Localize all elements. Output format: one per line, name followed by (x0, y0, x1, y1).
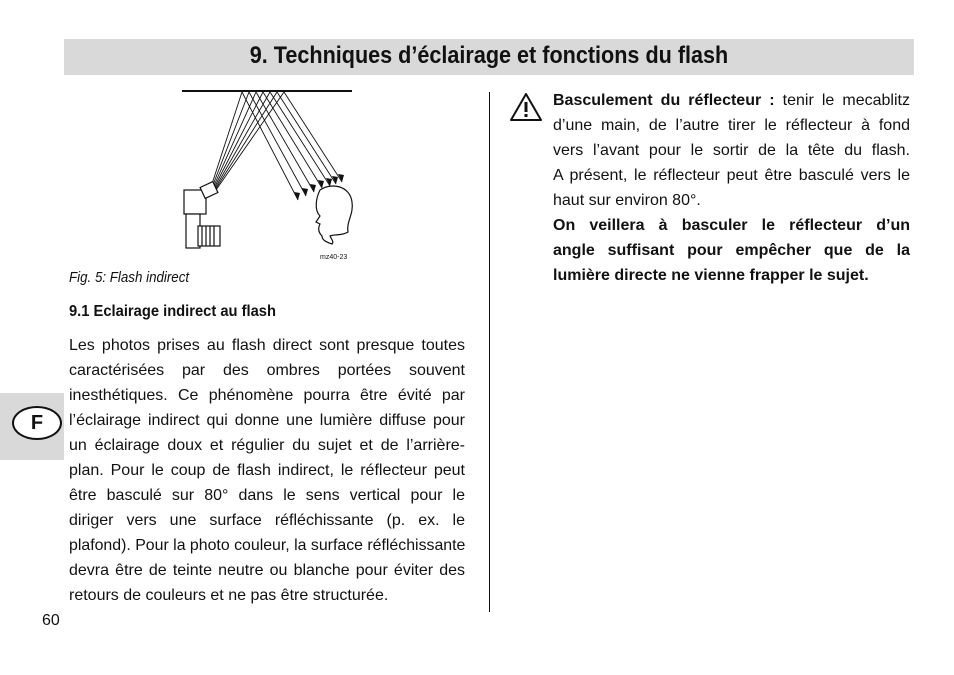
column-divider (489, 92, 490, 612)
page-title: 9. Techniques d’éclairage et fonctions du flash (249, 42, 729, 69)
body-line: Les photos prises au flash direct sont presque toutes (69, 337, 465, 354)
language-tab (0, 393, 64, 460)
figure-caption: Fig. 5: Flash indirect (69, 270, 190, 286)
warning-line: vers l’avant pour le sortir de la tête du flash. (553, 142, 910, 159)
camera-flash-icon (184, 182, 220, 248)
body-line: l’éclairage indirect qui donne une lumière diffuse pour (69, 412, 465, 429)
warning-bold-line: On veillera à basculer le réflecteur d’un (553, 217, 910, 234)
body-line: être basculé sur 80° dans le sens vertical pour le (69, 487, 465, 504)
warning-line (553, 88, 910, 113)
light-rays-reflected (242, 92, 342, 200)
body-line: inesthétiques. Ce phénomène pourra être évité par (69, 387, 465, 404)
warning-bold-line: lumière directe ne vienne frapper le sujet. (553, 267, 869, 284)
title-bar (64, 39, 914, 75)
flash-indirect-illustration (170, 86, 370, 266)
body-line: retours de couleurs et ne pas être structurée. (69, 587, 389, 604)
body-line: un éclairage doux et régulier du sujet et de l’arrière- (69, 437, 465, 454)
person-head-icon (316, 186, 352, 244)
warning-bold-line: angle suffisant pour empêcher que de la (553, 242, 910, 259)
warning-triangle-icon (509, 92, 543, 122)
warning-line-rest: tenir le mecablitz (774, 92, 910, 109)
body-line: caractérisées par des ombres portées souvent (69, 362, 465, 379)
page-number: 60 (42, 612, 60, 629)
section-heading: 9.1 Eclairage indirect au flash (69, 303, 276, 320)
body-line: plafond). Pour la photo couleur, la surface réfléchissante (69, 537, 466, 554)
body-line: devra être de teinte neutre ou blanche pour éviter des (69, 562, 465, 579)
warning-line: A présent, le réflecteur peut être basculé vers le (553, 167, 910, 184)
light-rays-up (210, 92, 284, 190)
language-badge: F (12, 406, 62, 440)
figure-code: mz40-23 (320, 254, 348, 261)
warning-text (553, 88, 910, 288)
body-text (69, 333, 465, 608)
body-line: plan. Pour le coup de flash indirect, le réflecteur peut (69, 462, 465, 479)
body-line: diriger vers une surface réfléchissante (p. ex. le (69, 512, 465, 529)
warning-line: haut sur environ 80°. (553, 192, 701, 209)
warning-title: Basculement du réflecteur : (553, 92, 775, 109)
warning-line: d’une main, de l’autre tirer le réflecteur à fond (553, 117, 910, 134)
